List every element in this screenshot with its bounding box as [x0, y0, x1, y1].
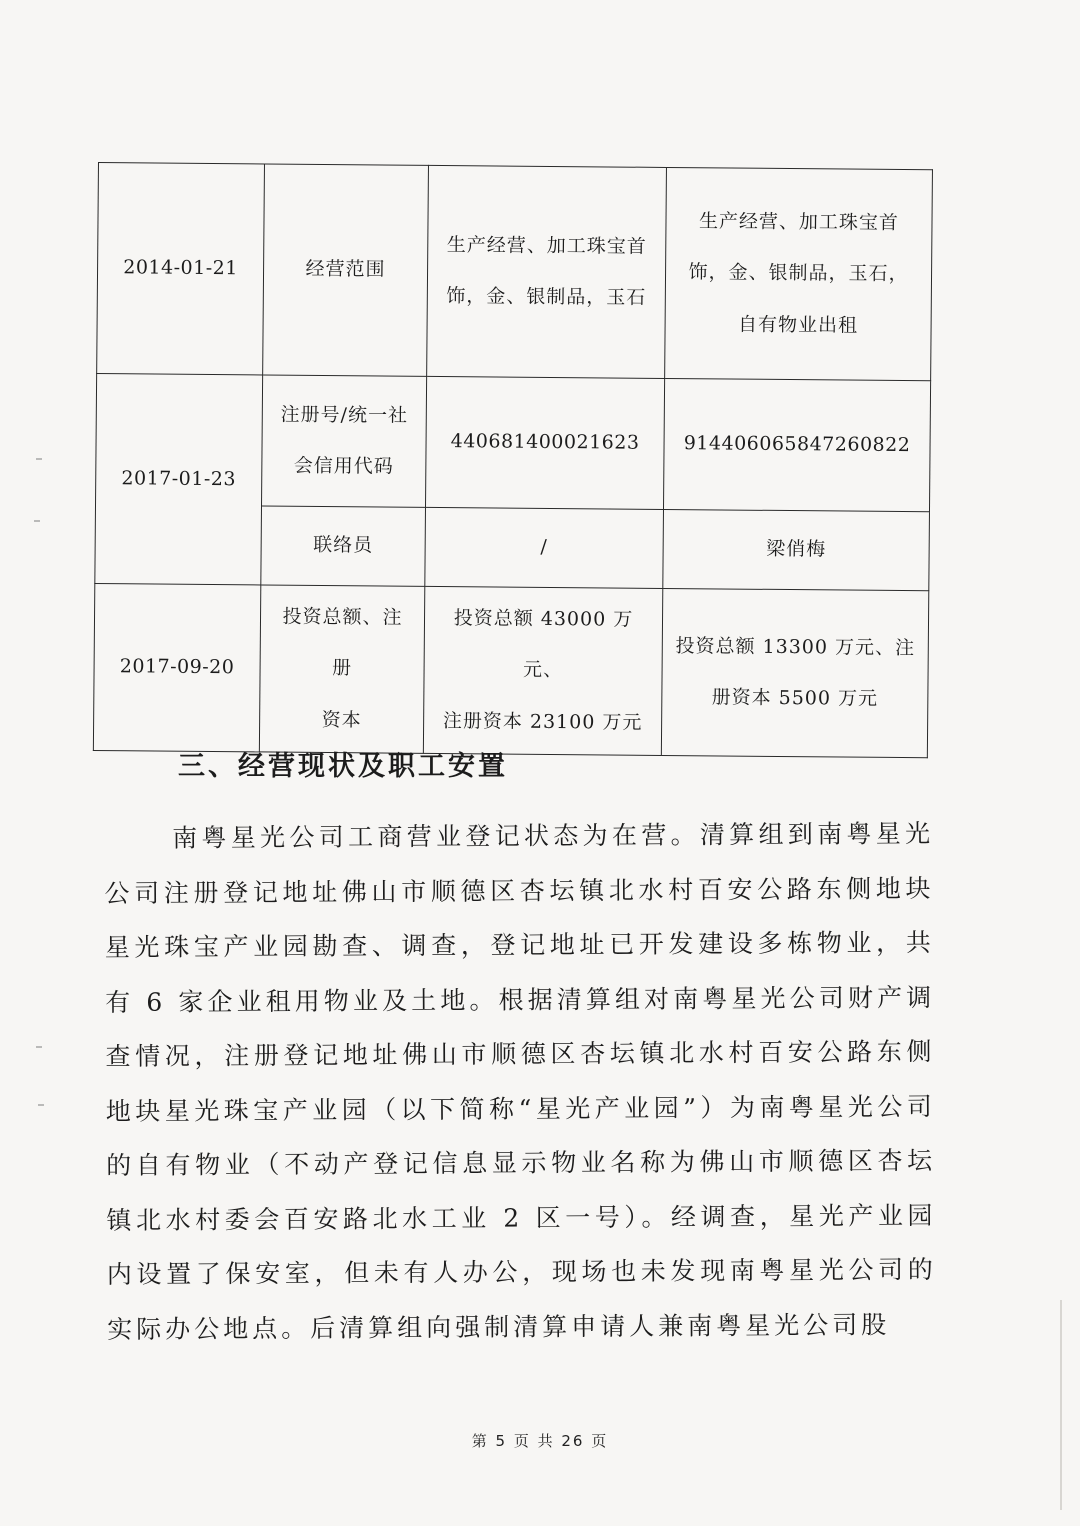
table-row — [93, 583, 928, 757]
page-number: 第 5 页 共 26 页 — [471, 1432, 609, 1450]
body-paragraph: 南粤星光公司工商营业登记状态为在营。清算组到南粤星光公司注册登记地址佛山市顺德区杏坛镇北水村百安公路东侧地块星光珠宝产业园勘查、调查，登记地址已开发建设多栋物业，共有 6 家企业租用物业及土地。根据清算组对南粤星光公司财产调查情况，注册登记地址佛山市顺德区杏坛镇北水村百安公路东侧地块星光珠宝产业园（以下简称“星光产业园”）为南粤星光公司的自有物业（不动产登记信息显示物业名称为佛山市顺德区杏坛镇北水村委会百安路北水工业 2 区一号）。经调查，星光产业园内设置了保安室，但未有人办公，现场也未发现南粤星光公司的实际办公地点。后清算组向强制清算申请人兼南粤星光公司股 — [104, 818, 937, 1344]
change-item-cell: 注册号/统一社 会信用代码 — [262, 375, 427, 507]
before-value-cell: / — [425, 507, 664, 588]
scan-speck — [38, 1104, 44, 1106]
after-value-cell: 914406065847260822 — [663, 378, 930, 511]
scan-speck — [36, 458, 42, 460]
change-item-cell: 投资总额、注册 资本 — [259, 585, 424, 753]
before-value-cell: 生产经营、加工珠宝首 饰，金、银制品，玉石 — [427, 165, 667, 378]
before-value-cell: 投资总额 43000 万元、 注册资本 23100 万元 — [423, 586, 662, 755]
change-item-cell: 经营范围 — [263, 164, 429, 376]
table-row — [96, 373, 931, 511]
section-heading: 三、经营现状及职工安置 — [178, 751, 508, 782]
change-date-cell: 2017-09-20 — [93, 583, 260, 751]
change-item-cell: 联络员 — [261, 506, 426, 586]
scan-edge-shadow — [1060, 1300, 1062, 1510]
after-value-cell: 梁俏梅 — [663, 509, 930, 590]
scan-speck — [34, 520, 40, 522]
registration-change-table — [93, 162, 933, 758]
before-value-cell: 440681400021623 — [425, 376, 664, 509]
after-value-cell: 生产经营、加工珠宝首 饰，金、银制品，玉石， 自有物业出租 — [665, 167, 933, 380]
change-date-cell: 2014-01-21 — [97, 163, 265, 375]
change-date-cell: 2017-01-23 — [95, 373, 263, 584]
scan-speck — [36, 1046, 42, 1048]
table-row — [97, 163, 933, 381]
after-value-cell: 投资总额 13300 万元、注 册资本 5500 万元 — [661, 588, 928, 757]
